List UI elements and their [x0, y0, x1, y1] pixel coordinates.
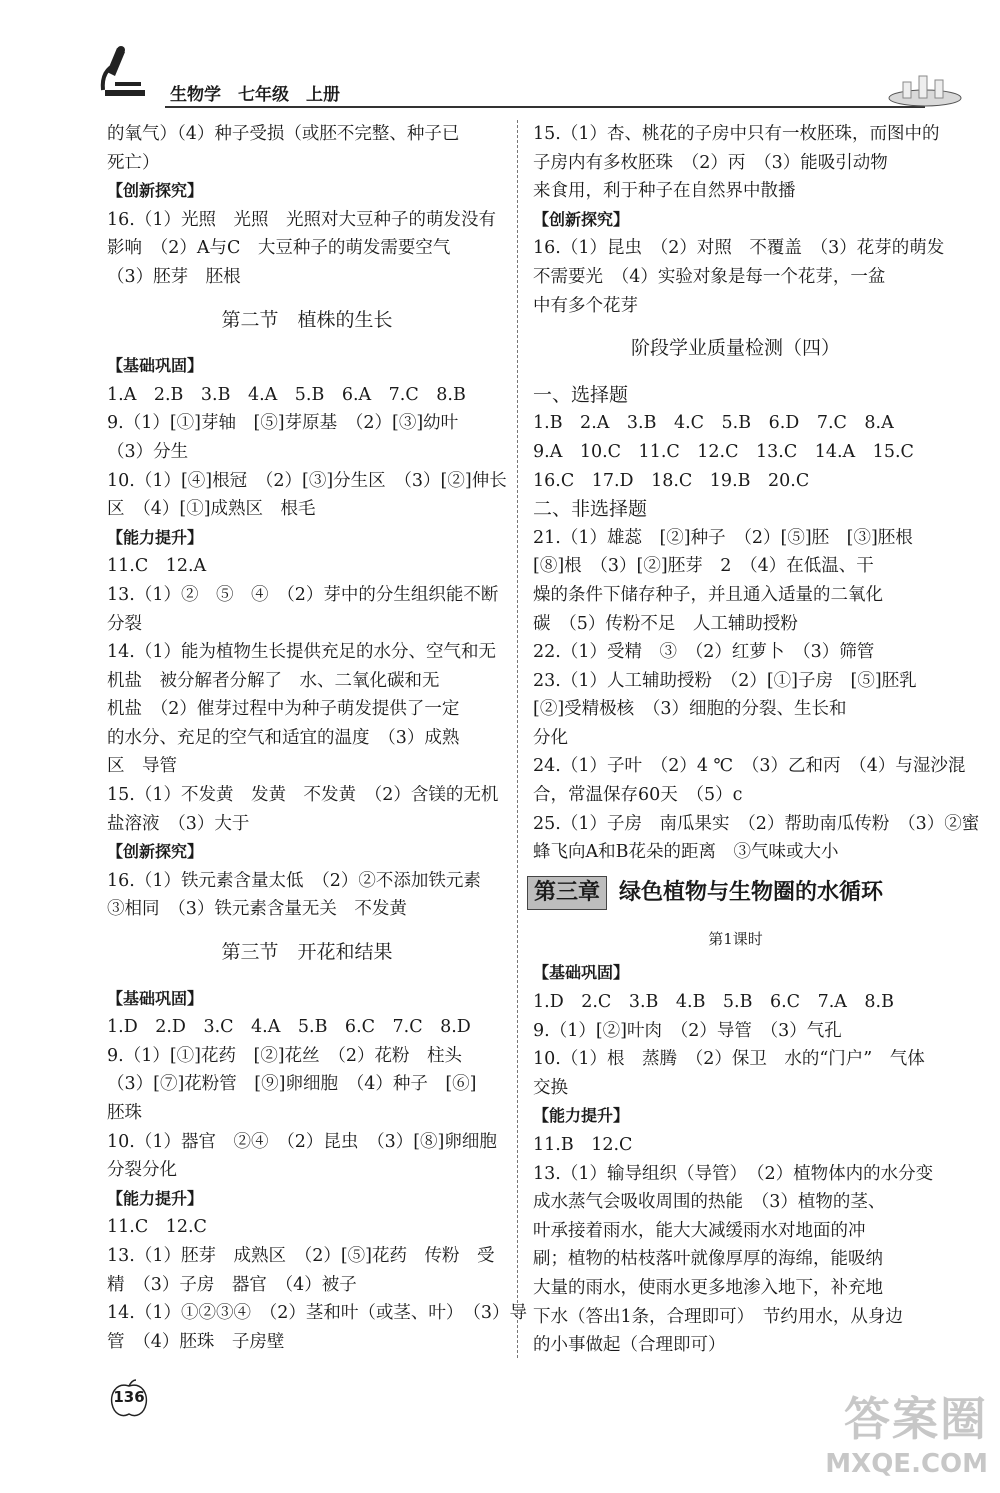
corner-decoration-icon [885, 68, 965, 108]
answer-line: 11.C 12.A [107, 556, 207, 577]
answer-line: 机盐 （2）催芽过程中为种子萌发提供了一定 [107, 699, 460, 720]
watermark-main: 答案圈 [844, 1392, 988, 1446]
answer-line: [②]受精极核 （3）细胞的分裂、生长和 [533, 699, 847, 720]
answer-line: 1.D 2.C 3.B 4.B 5.B 6.C 7.A 8.B [533, 992, 894, 1013]
answer-line: 死亡） [107, 152, 160, 173]
answer-line: 24.（1）子叶 （2）4 ℃ （3）乙和丙 （4）与湿沙混 [533, 756, 966, 777]
answer-line: 1.D 2.D 3.C 4.A 5.B 6.C 7.C 8.D [107, 1017, 471, 1038]
answer-line: 交换 [533, 1077, 568, 1098]
chapter-title: 绿色植物与生物圈的水循环 [619, 879, 884, 905]
section-label: 【创新探究】 [107, 842, 204, 862]
answer-line: 14.（1）①②③④ （2）茎和叶（或茎、叶） （3）导 [107, 1303, 527, 1324]
section-label: 【能力提升】 [107, 1188, 204, 1208]
answer-line: 1.A 2.B 3.B 4.A 5.B 6.A 7.C 8.B [107, 384, 466, 405]
answer-line: 16.（1）昆虫 （2）对照 不覆盖 （3）花芽的萌发 [533, 238, 945, 259]
answer-line: 11.B 12.C [533, 1135, 633, 1155]
chapter-number: 第三章 [527, 876, 607, 911]
answer-line: （3）胚芽 胚根 [107, 266, 241, 287]
section-label: 【基础巩固】 [107, 356, 204, 376]
answer-line: 刷；植物的枯枝落叶就像厚厚的海绵，能吸纳 [533, 1249, 883, 1270]
column-divider [517, 120, 518, 1358]
header-title: 生物学 七年级 上册 [170, 85, 340, 105]
microscope-logo-icon [95, 42, 159, 106]
answer-line: 14.（1）能为植物生长提供充足的水分、空气和无 [107, 642, 496, 663]
chapter-heading [527, 873, 938, 913]
answer-line: 影响 （2）A与C 大豆种子的萌发需要空气 [107, 238, 451, 259]
answer-line: 区 导管 [107, 756, 177, 777]
answer-line: 胚珠 [107, 1103, 142, 1123]
part-heading: 二、非选择题 [533, 498, 648, 521]
answer-line: 分裂分化 [107, 1160, 177, 1181]
header-rule [165, 106, 925, 108]
answer-line: 成水蒸气会吸收周围的热能 （3）植物的茎、 [533, 1192, 886, 1213]
section-label: 【能力提升】 [533, 1106, 630, 1126]
answer-line: 的小事做起（合理即可） [533, 1335, 726, 1356]
section-title: 第二节 植株的生长 [221, 308, 393, 331]
answer-line: 机盐 被分解者分解了 水、二氧化碳和无 [107, 670, 440, 691]
answer-line: 13.（1）② ⑤ ④ （2）芽中的分生组织能不断 [107, 584, 499, 605]
answer-line: 21.（1）雄蕊 [②]种子 （2）[⑤]胚 [③]胚根 [533, 527, 913, 548]
answer-line: 16.C 17.D 18.C 19.B 20.C [533, 470, 810, 491]
answer-line: 9.（1）[①]花药 [②]花丝 （2）花粉 柱头 [107, 1045, 463, 1066]
section-label: 【基础巩固】 [533, 963, 630, 983]
watermark [825, 1383, 988, 1479]
section-label: 【创新探究】 [107, 181, 204, 201]
section-title: 阶段学业质量检测（四） [630, 337, 840, 360]
page-header [95, 42, 965, 112]
answer-line: 中有多个花芽 [533, 295, 638, 316]
answer-line: 22.（1）受精 ③ （2）红萝卜 （3）筛管 [533, 642, 875, 663]
section-label: 【创新探究】 [533, 209, 630, 229]
answer-line: 13.（1）胚芽 成熟区 （2）[⑤]花药 传粉 受 [107, 1245, 495, 1266]
answer-line: 合，常温保存60天 （5）c [533, 785, 743, 806]
answer-line: 23.（1）人工辅助授粉 （2）[①]子房 [⑤]胚乳 [533, 670, 917, 691]
answer-line: 的水分、充足的空气和适宜的温度 （3）成熟 [107, 727, 460, 748]
answer-line: 9.（1）[①]芽轴 [⑤]芽原基 （2）[③]幼叶 [107, 413, 459, 434]
section-label: 【基础巩固】 [107, 988, 204, 1008]
answer-line: 燥的条件下储存种子，并且通入适量的二氧化 [533, 584, 883, 605]
answer-line: 10.（1）[④]根冠 （2）[③]分生区 （3）[②]伸长 [107, 470, 507, 491]
answer-line: 碳 （5）传粉不足 人工辅助授粉 [533, 613, 798, 634]
answer-line: （3）分生 [107, 441, 189, 462]
answer-line: 分化 [533, 727, 568, 748]
answer-line: 11.C 12.C [107, 1217, 207, 1238]
page-number-badge [108, 1378, 150, 1420]
answer-line: 1.B 2.A 3.B 4.C 5.B 6.D 7.C 8.A [533, 413, 894, 434]
answer-line: [⑧]根 （3）[②]胚芽 2 （4）在低温、干 [533, 556, 874, 577]
answer-line: 25.（1）子房 南瓜果实 （2）帮助南瓜传粉 （3）②蜜 [533, 813, 980, 834]
answer-line: 盐溶液 （3）大于 [107, 813, 250, 834]
answer-line: ③相同 （3）铁元素含量无关 不发黄 [107, 899, 407, 920]
answer-line: 下水（答出1条，合理即可） 节约用水，从身边 [533, 1306, 903, 1327]
answer-line: 的氧气）（4）种子受损（或胚不完整、种子已 [107, 124, 460, 144]
page-number: 136 [113, 1388, 145, 1406]
answer-line: （3）[⑦]花粉管 [⑨]卵细胞 （4）种子 [⑥] [107, 1074, 477, 1095]
answer-line: 区 （4）[①]成熟区 根毛 [107, 499, 316, 520]
answer-line: 10.（1）器官 ②④ （2）昆虫 （3）[⑧]卵细胞 [107, 1131, 497, 1152]
answer-line: 大量的雨水，使雨水更多地渗入地下，补充地 [533, 1277, 883, 1298]
watermark-url: MXQE.COM [825, 1449, 988, 1479]
left-column [107, 120, 527, 1356]
part-heading: 一、选择题 [533, 383, 629, 406]
answer-line: 蜂飞向A和B花朵的距离 ③气味或大小 [533, 842, 839, 863]
answer-line: 13.（1）输导组织（导管） （2）植物体内的水分变 [533, 1163, 934, 1184]
answer-line: 精 （3）子房 器官 （4）被子 [107, 1274, 357, 1295]
answer-line: 叶承接着雨水，能大大减缓雨水对地面的冲 [533, 1220, 866, 1241]
answer-line: 分裂 [107, 613, 142, 634]
answer-line: 16.（1）铁元素含量太低 （2）②不添加铁元素 [107, 870, 481, 891]
right-column [533, 120, 980, 1360]
section-title: 第三节 开花和结果 [221, 941, 393, 964]
answer-line: 10.（1）根 蒸腾 （2）保卫 水的“门户” 气体 [533, 1049, 925, 1070]
answer-line: 16.（1）光照 光照 光照对大豆种子的萌发没有 [107, 209, 496, 230]
answer-line: 15.（1）不发黄 发黄 不发黄 （2）含镁的无机 [107, 785, 499, 806]
section-label: 【能力提升】 [107, 527, 204, 547]
answer-line: 管 （4）胚珠 子房壁 [107, 1331, 285, 1352]
answer-line: 9.（1）[②]叶肉 （2）导管 （3）气孔 [533, 1020, 842, 1041]
answer-line: 15.（1）杏、桃花的子房中只有一枚胚珠，而图中的 [533, 124, 940, 144]
lesson-title: 第1课时 [708, 929, 763, 948]
answer-line: 9.A 10.C 11.C 12.C 13.C 14.A 15.C [533, 441, 914, 462]
answer-line: 不需要光 （4）实验对象是每一个花芽，一盆 [533, 266, 886, 287]
answer-line: 子房内有多枚胚珠 （2）丙 （3）能吸引动物 [533, 152, 888, 173]
answer-line: 来食用，利于种子在自然界中散播 [533, 181, 796, 202]
